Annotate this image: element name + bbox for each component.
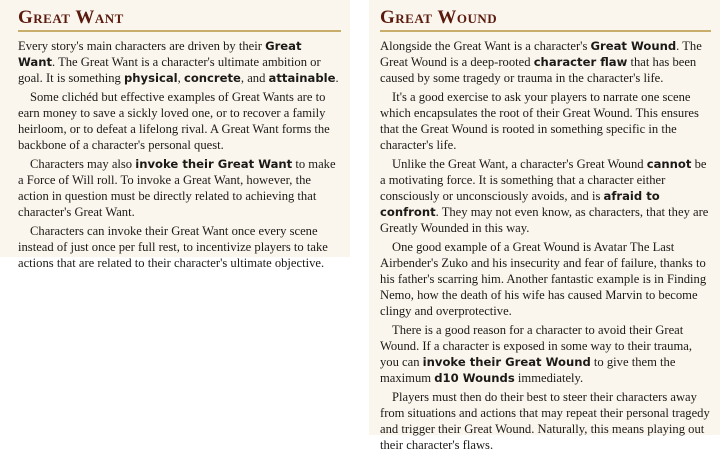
text-run: Some clichéd but effective examples of Great Wants are to earn money to save a sickly loved one, or to recover a family heirloom, or to defeat a lifelong rival. A Great Want forms the backbone of a character's personal quest.: [18, 90, 330, 152]
bold-term: cannot: [646, 157, 692, 171]
text-run: that has been caused by some tragedy or trauma in the character's life.: [380, 55, 697, 85]
text-run: be a motivating force. It is something that a character either consciously or unconsciously avoids, and is: [380, 157, 707, 203]
great-want-body: [18, 38, 341, 271]
bold-term: character flaw: [533, 55, 628, 69]
bold-term: afraid to confront: [380, 189, 660, 219]
bold-term: invoke their Great Want: [135, 157, 293, 171]
text-run: One good example of a Great Wound is Avatar The Last Airbender's Zuko and his insecurity and fear of failure, thanks to his father's scarring him. Another fantastic example is in Finding Nemo, how the death of his wife has caused Marvin to become clingy and overprotective.: [380, 240, 707, 318]
text-run: to make a Force of Will roll. To invoke a Great Want, however, the action in question must be directly related to achieving that character's Great Want.: [18, 157, 336, 219]
great-wound-panel: [369, 0, 720, 452]
bold-term: attainable: [268, 71, 336, 85]
text-run: . The Great Wound is a deep-rooted: [380, 39, 702, 69]
paragraph: [380, 89, 711, 153]
great-wound-body: [380, 38, 711, 453]
bold-term: physical: [124, 71, 178, 85]
text-run: Alongside the Great Want is a character's: [380, 39, 591, 53]
text-run: It's a good exercise to ask your players to narrate one scene which encapsulates the root of their Great Wound. This ensures that the Great Wound is rooted in something specific in the character's life.: [380, 90, 699, 152]
text-run: , and: [240, 71, 269, 85]
text-run: . They may not even know, as characters, that they are Greatly Wounded in this way.: [380, 205, 709, 235]
text-run: to give them the maximum: [380, 355, 676, 385]
text-run: Characters may also: [30, 157, 136, 171]
bold-term: concrete: [183, 71, 241, 85]
paragraph: [18, 38, 341, 86]
paragraph: [18, 223, 341, 271]
paragraph: [380, 322, 711, 386]
bold-term: d10 Wounds: [434, 371, 515, 385]
great-want-panel: [0, 0, 350, 270]
text-run: .: [335, 71, 339, 85]
great-want-heading: Great Want: [18, 7, 341, 32]
text-run: ,: [177, 71, 184, 85]
text-run: . The Great Want is a character's ultimate ambition or goal. It is something: [18, 55, 321, 85]
text-run: Characters can invoke their Great Want once every scene instead of just once per full rest, to incentivize players to take actions that are related to their character's ultimate objective.: [18, 224, 328, 270]
paragraph: [380, 38, 711, 86]
bold-term: Great Want: [18, 39, 302, 69]
text-run: Players must then do their best to steer their characters away from situations and actions that may repeat their personal tragedy and trigger their Great Wound. Naturally, this means playing out their character's flaws.: [380, 390, 710, 452]
text-run: Every story's main characters are driven by their: [18, 39, 266, 53]
paragraph: [18, 156, 341, 220]
paragraph: [18, 89, 341, 153]
great-wound-heading: Great Wound: [380, 7, 711, 32]
paragraph: [380, 389, 711, 453]
paragraph: [380, 239, 711, 319]
bold-term: Great Wound: [590, 39, 677, 53]
bold-term: invoke their Great Wound: [422, 355, 591, 369]
text-run: There is a good reason for a character to avoid their Great Wound. If a character is exposed in some way to their trauma, you can: [380, 323, 692, 369]
text-run: Unlike the Great Want, a character's Great Wound: [392, 157, 647, 171]
text-run: immediately.: [514, 371, 584, 385]
paragraph: [380, 156, 711, 236]
